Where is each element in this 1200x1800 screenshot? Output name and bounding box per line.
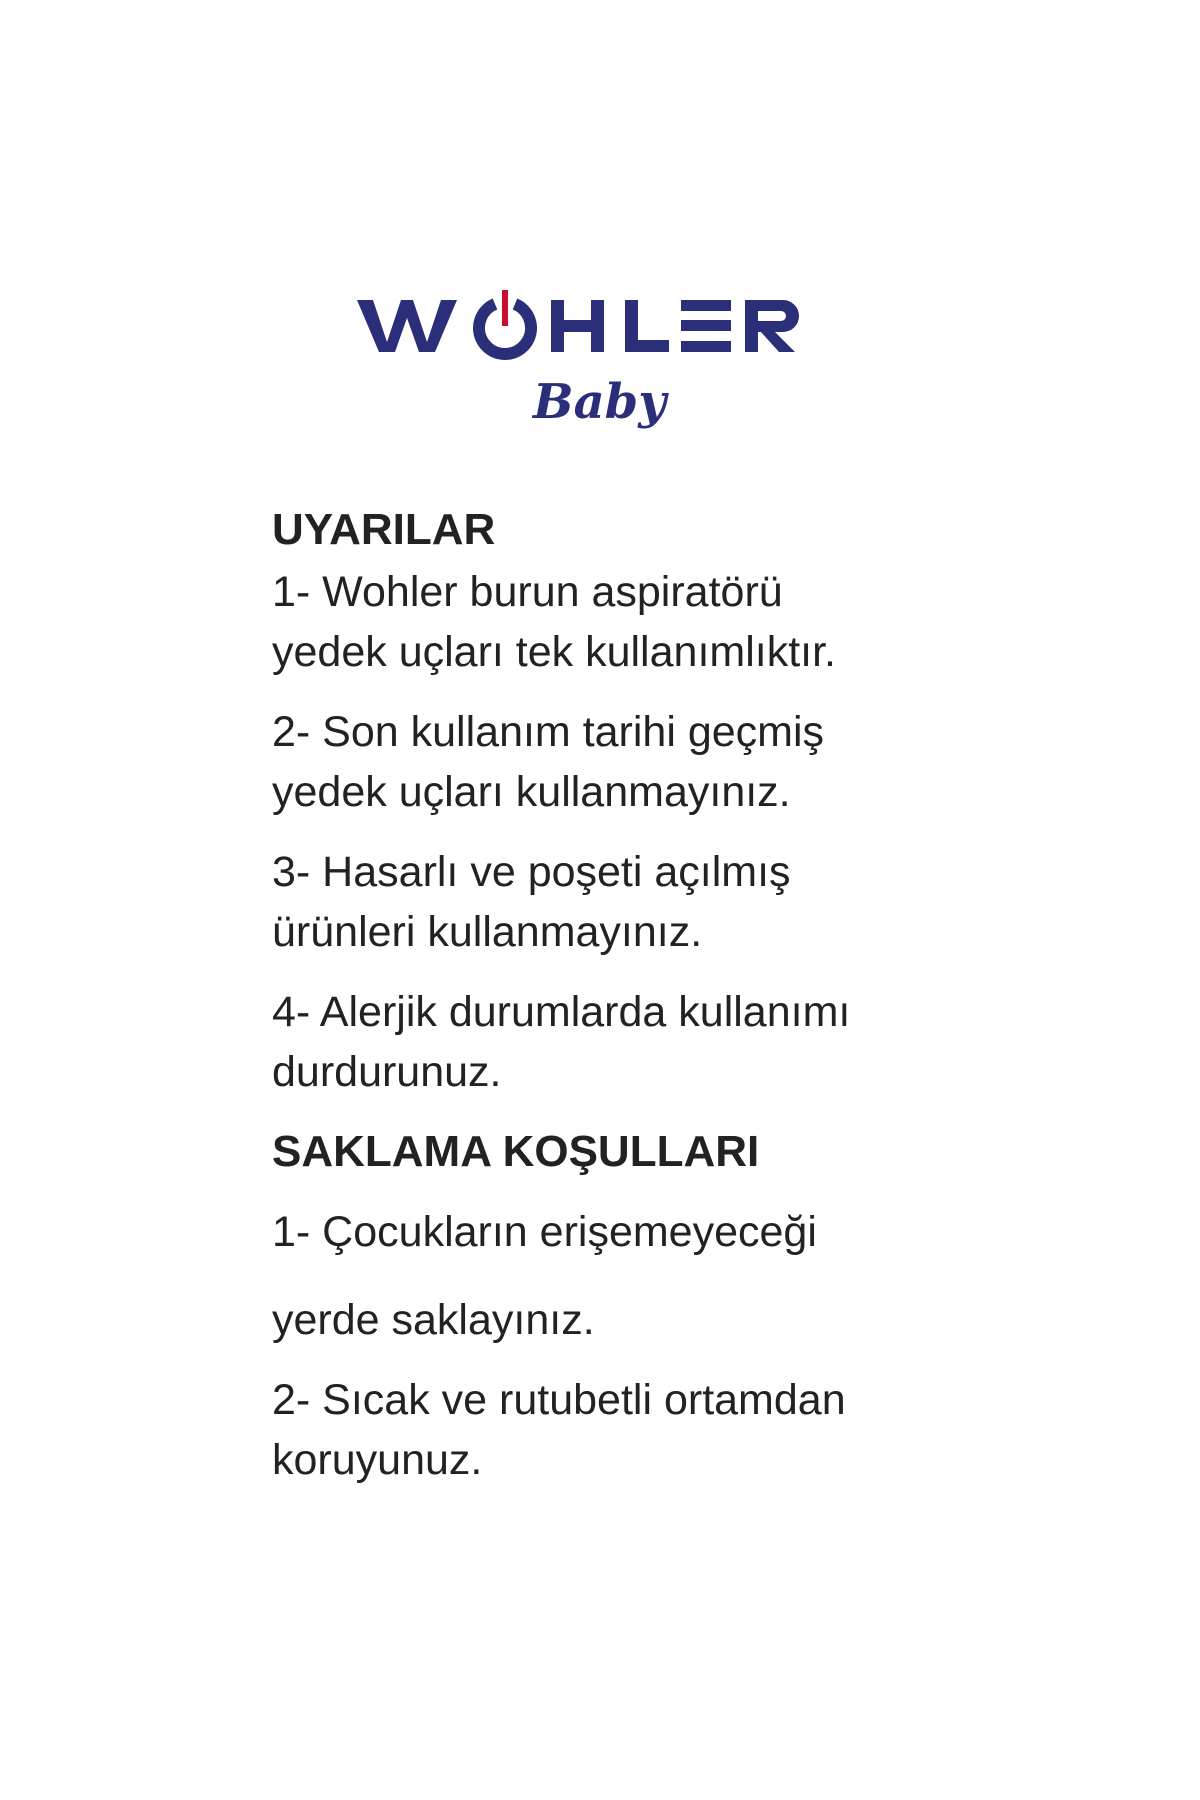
warning-item: 4- Alerjik durumlarda kullanımı durdurunuz. — [272, 988, 851, 1096]
warnings-title: UYARILAR — [272, 505, 496, 554]
svg-text:Baby: Baby — [533, 374, 667, 430]
storage-item: 2- Sıcak ve rutubetli ortamdan koruyunuz. — [272, 1376, 846, 1484]
storage-title: SAKLAMA KOŞULLARI — [272, 1127, 760, 1176]
storage-item: 1- Çocukların erişemeyeceği yerde saklayınız. — [272, 1208, 817, 1344]
wohler-baby-logo — [355, 290, 835, 440]
warning-item: 3- Hasarlı ve poşeti açılmış ürünleri kullanmayınız. — [272, 848, 791, 956]
warning-item: 2- Son kullanım tarihi geçmiş yedek uçları kullanmayınız. — [272, 708, 825, 816]
warning-item: 1- Wohler burun aspiratörü yedek uçları tek kullanımlıktır. — [272, 568, 836, 676]
instructions — [272, 500, 972, 1490]
brand-logo — [355, 290, 835, 440]
